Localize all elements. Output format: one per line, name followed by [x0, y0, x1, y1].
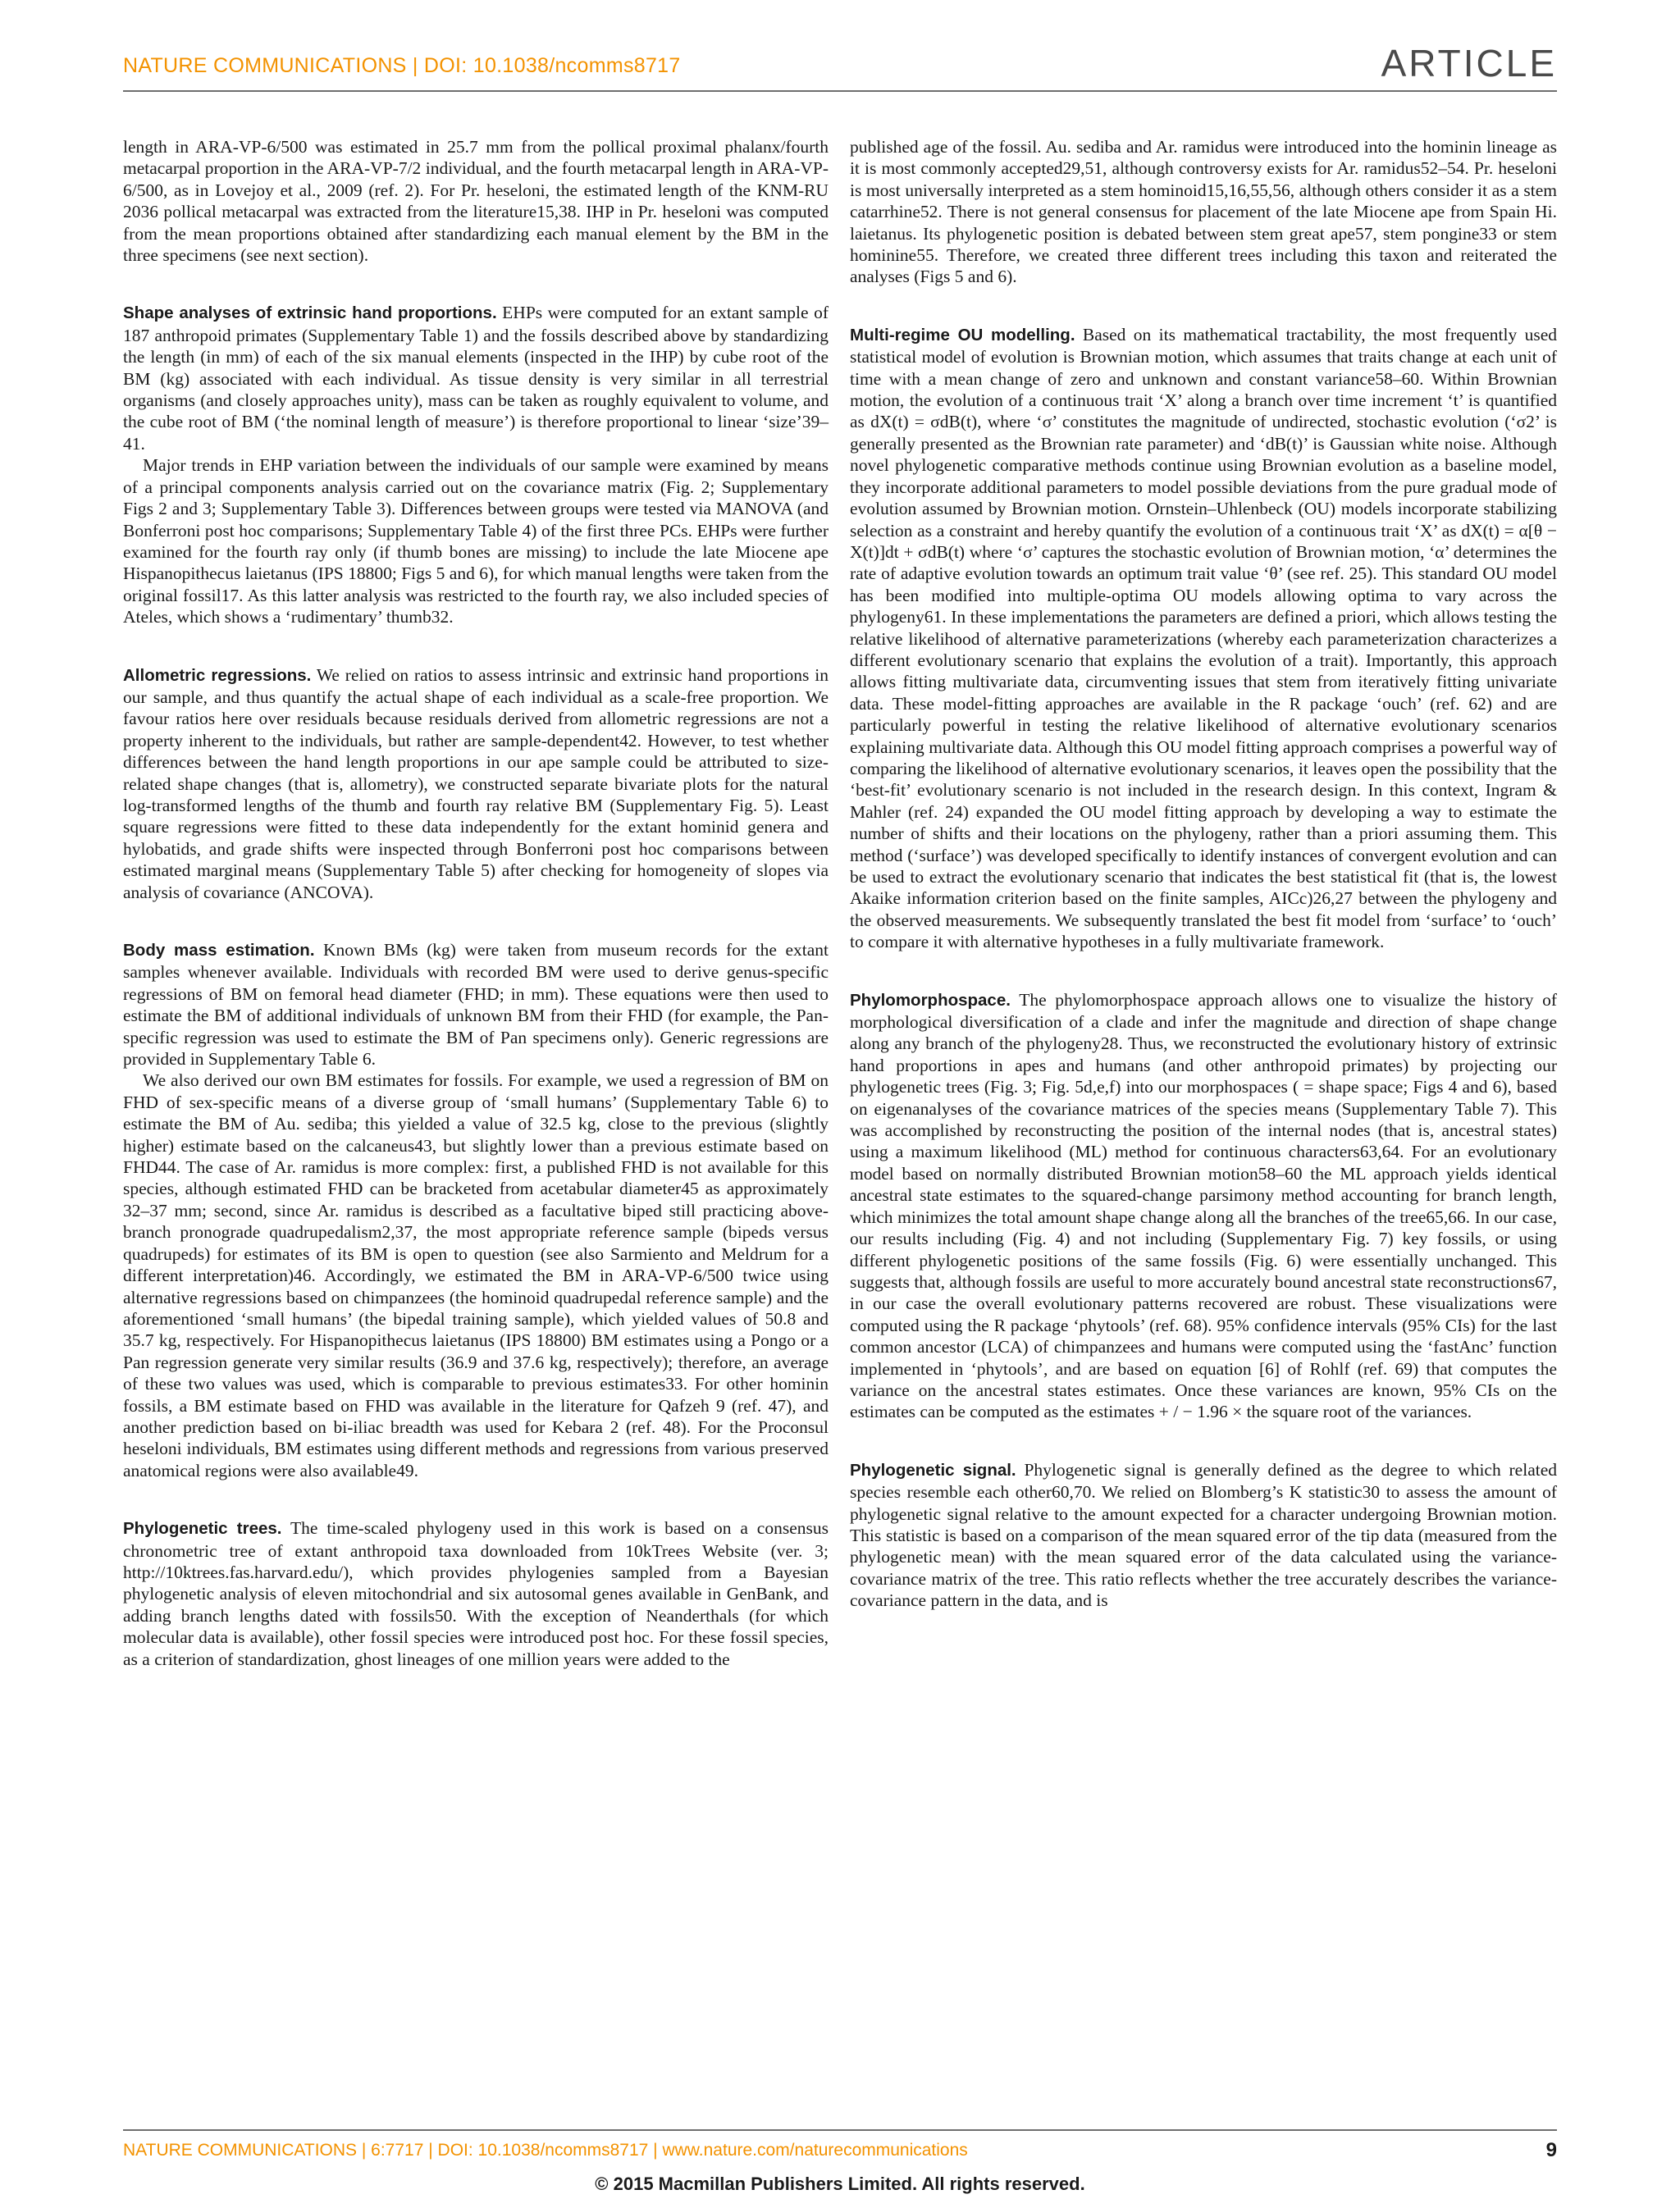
body-text: The time-scaled phylogeny used in this work is based on a consensus chronometric tree of extant anthropoid taxa downloaded from 10kTrees Website (ver. 3; http://10ktrees.fas.harvard.edu/), which provides phylogenies sampled from a Bayesian phylogenetic analysis of eleven mitochondrial and six autosomal genes available in GenBank, and adding branch lengths dated with fossils50. With the exception of Neanderthals (for which molecular data is available), other fossil species were introduced post hoc. For these fossil species, as a criterion of standardization, ghost lineages of one million years were added to the: [123, 1518, 829, 1669]
section-allometric-regressions: [123, 664, 829, 903]
body-text: The phylomorphospace approach allows one to visualize the history of morphological diversification of a clade and infer the magnitude and direction of shape change along any branch of the phylogeny28. Thus, we reconstructed the evolutionary history of extrinsic hand proportions in apes and humans (and other anthropoid primates) by projecting our phylogenetic trees (Fig. 3; Fig. 5d,e,f) into our morphospaces ( = shape space; Figs 4 and 6), based on eigenanalyses of the covariance matrices of the species means (Supplementary Table 7). This was accomplished by reconstructing the position of the internal nodes (that is, ancestral states) using a maximum likelihood (ML) method for continuous characters63,64. For an evolutionary model based on normally distributed Brownian motion58–60 the ML approach yields identical ancestral state estimates to the squared-change parsimony method accounting for branch length, which minimizes the total amount shape change along all the branches of the tree65,66. In our case, our results including (Fig. 4) and not including (Supplementary Fig. 7) key fossils, or using different phylogenetic positions of the same fossils (Fig. 6) were essentially unchanged. This suggests that, although fossils are useful to more accurately bound ancestral state reconstructions67, in our case the overall evolutionary patterns recovered are robust. These visualizations were computed using the R package ‘phytools’ (ref. 68). 95% confidence intervals (95% CIs) for the last common ancestor (LCA) of chimpanzees and humans were computed using the ‘fastAnc’ function implemented in ‘phytools’, and are based on equation [6] of Rohlf (ref. 69) that computes the variance on the ancestral states estimates. Once these variances are known, 95% CIs on the estimates can be computed as the estimates + / − 1.96 × the square root of the variances.: [850, 989, 1557, 1422]
body-paragraph: Major trends in EHP variation between the individuals of our sample were examined by means of a principal components analysis carried out on the covariance matrix (Fig. 2; Supplementary Figs 2 and 3; Supplementary Table 3). Differences between groups were tested via MANOVA (and Bonferroni post hoc comparisons; Supplementary Table 4) of the first three PCs. EHPs were further examined for the fourth ray only (if thumb bones are missing) to include the late Miocene ape Hispanopithecus laietanus (IPS 18800; Figs 5 and 6), for which manual lengths were taken from the original fossil17. As this latter analysis was restricted to the fourth ray, we also included species of Ateles, which shows a ‘rudimentary’ thumb32.: [123, 455, 829, 627]
left-column: [123, 136, 829, 1670]
section-phylogenetic-trees: [123, 1517, 829, 1670]
body-paragraph: We also derived our own BM estimates for fossils. For example, we used a regression of BM on FHD of sex-specific means of a diverse group of ‘small humans’ (Supplementary Table 6) to estimate the BM of Au. sediba; this yielded a value of 32.5 kg, close to the previous (slightly higher) estimate based on the calcaneus43, but slightly lower than a previous estimate based on FHD44. The case of Ar. ramidus is more complex: first, a published FHD is not available for this species, although estimated FHD can be bracketed from acetabular diameter45 as approximately 32–37 mm; second, since Ar. ramidus is described as a facultative biped still practicing above-branch pronograde quadrupedalism2,37, the most appropriate reference sample (bipeds versus quadrupeds) for estimates of its BM is open to question (see also Sarmiento and Meldrum for a different interpretation)46. Accordingly, we estimated the BM in ARA-VP-6/500 twice using alternative regressions based on chimpanzees (the hominoid quadrupedal reference sample) and the aforementioned ‘small humans’ (the bipedal training sample), which yielded values of 50.8 and 35.7 kg, respectively. For Hispanopithecus laietanus (IPS 18800) BM estimates using a Pongo or a Pan regression generate very similar results (36.9 and 37.6 kg, respectively); therefore, an average of these two values was used, which is comparable to previous estimates33. For other hominin fossils, a BM estimate based on FHD was available in the literature for Qafzeh 9 (ref. 47), and another prediction based on bi-iliac breadth was used for Kebara 2 (ref. 48). For the Proconsul heseloni individuals, BM estimates using different methods and regressions from various preserved anatomical regions were also available49.: [123, 1070, 829, 1480]
section-body-mass-estimation: [123, 939, 829, 1481]
right-intro-paragraph: published age of the fossil. Au. sediba and Ar. ramidus were introduced into the hominin lineage as it is most commonly accepted29,51, although controversy exists for Ar. ramidus52–54. Pr. heseloni is most universally interpreted as a stem hominoid15,16,55,56, although others consider it as a stem catarrhine52. There is not general consensus for placement of the late Miocene ape from Spain Hi. laietanus. Its phylogenetic position is debated between stem great ape57, stem pongine33 or stem hominine55. Therefore, we created three different trees including this taxon and reiterated the analyses (Figs 5 and 6).: [850, 137, 1557, 287]
section-phylomorphospace: [850, 989, 1557, 1423]
section-phylogenetic-signal: [850, 1459, 1557, 1612]
body-text: Phylogenetic signal is generally defined as the degree to which related species resemble each other60,70. We relied on Blomberg’s K statistic30 to assess the amount of phylogenetic signal relative to the amount expected for a character undergoing Brownian motion. This statistic is based on a comparison of the mean squared error of the tip data (measured from the phylogenetic mean) with the mean squared error of the data calculated using the variance-covariance matrix of the tree. This ratio reflects whether the tree accurately describes the variance-covariance pattern in the data, and is: [850, 1459, 1558, 1611]
section-shape-analyses: [123, 302, 829, 627]
section-heading: Phylomorphospace.: [850, 990, 1011, 1010]
section-heading: Shape analyses of extrinsic hand proportions.: [123, 303, 497, 323]
body-text: Based on its mathematical tractability, the most frequently used statistical model of evolution is Brownian motion, which assumes that traits change at each unit of time with a mean change of zero and unknown and constant variance58–60. Within Brownian motion, the evolution of a continuous trait ‘X’ along a branch over time increment ‘t’ is quantified as dX(t) = σdB(t), where ‘σ’ constitutes the magnitude of undirected, stochastic evolution (‘σ2’ is generally presented as the Brownian rate parameter) and ‘dB(t)’ is Gaussian white noise. Although novel phylogenetic comparative methods continue using Brownian evolution as a baseline model, they incorporate additional parameters to model possible deviations from the pure gradual mode of evolution assumed by Brownian motion. Ornstein–Uhlenbeck (OU) models incorporate stabilizing selection as a constraint and hereby quantify the evolution of a continuous trait ‘X’ as dX(t) = α[θ − X(t)]dt + σdB(t) where ‘σ’ captures the stochastic evolution of Brownian motion, ‘α’ determines the rate of adaptive evolution towards an optimum trait value ‘θ’ (see ref. 25). This standard OU model has been modified into multiple-optima OU models allowing optima to vary across the phylogeny61. In these implementations the parameters are defined a priori, which allows testing the relative likelihood of alternative parameterizations (whereby each parameterization characterizes a different evolutionary scenario that explains the evolution of a trait). Importantly, this approach allows fitting multivariate data, circumventing issues that stem from iteratively fitting univariate data. These model-fitting approaches are available in the R package ‘ouch’ (ref. 62) and are particularly powerful in testing the relative likelihood of alternative evolutionary scenarios explaining multivariate data. Although this OU model fitting approach comprises a powerful way of comparing the likelihood of alternative evolutionary scenarios, it leaves open the possibility that the ‘best-fit’ evolutionary scenario is not included in the research design. In this context, Ingram & Mahler (ref. 24) expanded the OU model fitting approach by developing a way to estimate the number of shifts and their locations on the phylogeny, rather than a priori assuming them. This method (‘surface’) was developed specifically to identify instances of convergent evolution and can be used to extract the evolutionary scenario that indicates the best statistical fit (that is, the lowest Akaike information criterion based on the finite samples, AICc)26,27 between the phylogeny and the observed measurements. We subsequently translated the best fit model from ‘surface’ to ‘ouch’ to compare it with alternative hypotheses in a fully multivariate framework.: [850, 324, 1557, 952]
left-intro-paragraph: length in ARA-VP-6/500 was estimated in 25.7 mm from the pollical proximal phalanx/fourth metacarpal proportion in the ARA-VP-7/2 individual, and the fourth metacarpal length in ARA-VP-6/500, as in Lovejoy et al., 2009 (ref. 2). For Pr. heseloni, the estimated length of the KNM-RU 2036 pollical metacarpal was extracted from the literature15,38. IHP in Pr. heseloni was computed from the mean proportions obtained after standardizing each manual element by the BM in the three specimens (see next section).: [123, 137, 829, 266]
section-heading: Phylogenetic trees.: [123, 1519, 282, 1539]
section-heading: Multi-regime OU modelling.: [850, 325, 1075, 344]
article-label: ARTICLE: [1381, 42, 1557, 84]
right-column: [850, 136, 1557, 1612]
body-text: EHPs were computed for an extant sample of 187 anthropoid primates (Supplementary Table 1) and the fossils described above by standardizing the length (in mm) of each of the six manual elements (inspected in the IHP) by cube root of the BM (kg) associated with each individual. As tissue density is very similar in all terrestrial organisms (and closely approaches unity), mass can be taken as roughly equivalent to volume, and the cube root of BM (‘the nominal length of measure’) is therefore proportional to linear ‘size’39–41.: [123, 303, 829, 454]
page-header: [123, 39, 1557, 92]
page-footer: [123, 2129, 1557, 2164]
section-multi-regime-ou: [850, 324, 1557, 953]
page-number: 9: [1545, 2139, 1557, 2161]
section-heading: Phylogenetic signal.: [850, 1460, 1016, 1480]
body-text: Known BMs (kg) were taken from museum records for the extant samples whenever available. Individuals with recorded BM were used to derive genus-specific regressions of BM on femoral head diameter (FHD; in mm). These equations were then used to estimate the BM of additional individuals of unknown BM from their FHD (for example, the Pan-specific regression was used to estimate the BM of Pan specimens only). Generic regressions are provided in Supplementary Table 6.: [123, 940, 829, 1070]
body-text: We relied on ratios to assess intrinsic and extrinsic hand proportions in our sample, and thus quantify the actual shape of each individual as a scale-free proportion. We favour ratios here over residuals because residuals derived from allometric regressions are not a property inherent to the individuals, but rather are sample-dependent42. However, to test whether differences between the hand length proportions in our ape sample could be attributed to size-related shape changes (that is, allometry), we constructed separate bivariate plots for the natural log-transformed lengths of the thumb and fourth ray relative BM (Supplementary Fig. 5). Least square regressions were fitted to these data independently for the extant hominid genera and hylobatids, and grade shifts were inspected through Bonferroni post hoc comparisons between estimated marginal means (Supplementary Table 5) after checking for homogeneity of slopes via analysis of covariance (ANCOVA).: [123, 664, 829, 902]
section-heading: Body mass estimation.: [123, 941, 315, 960]
copyright-notice: © 2015 Macmillan Publishers Limited. All rights reserved.: [595, 2174, 1085, 2194]
footer-citation: NATURE COMMUNICATIONS | 6:7717 | DOI: 10.1038/ncomms8717 | www.nature.com/naturecommunications: [123, 2141, 968, 2160]
journal-doi-header: NATURE COMMUNICATIONS | DOI: 10.1038/ncomms8717: [123, 54, 681, 77]
section-heading: Allometric regressions.: [123, 665, 312, 685]
